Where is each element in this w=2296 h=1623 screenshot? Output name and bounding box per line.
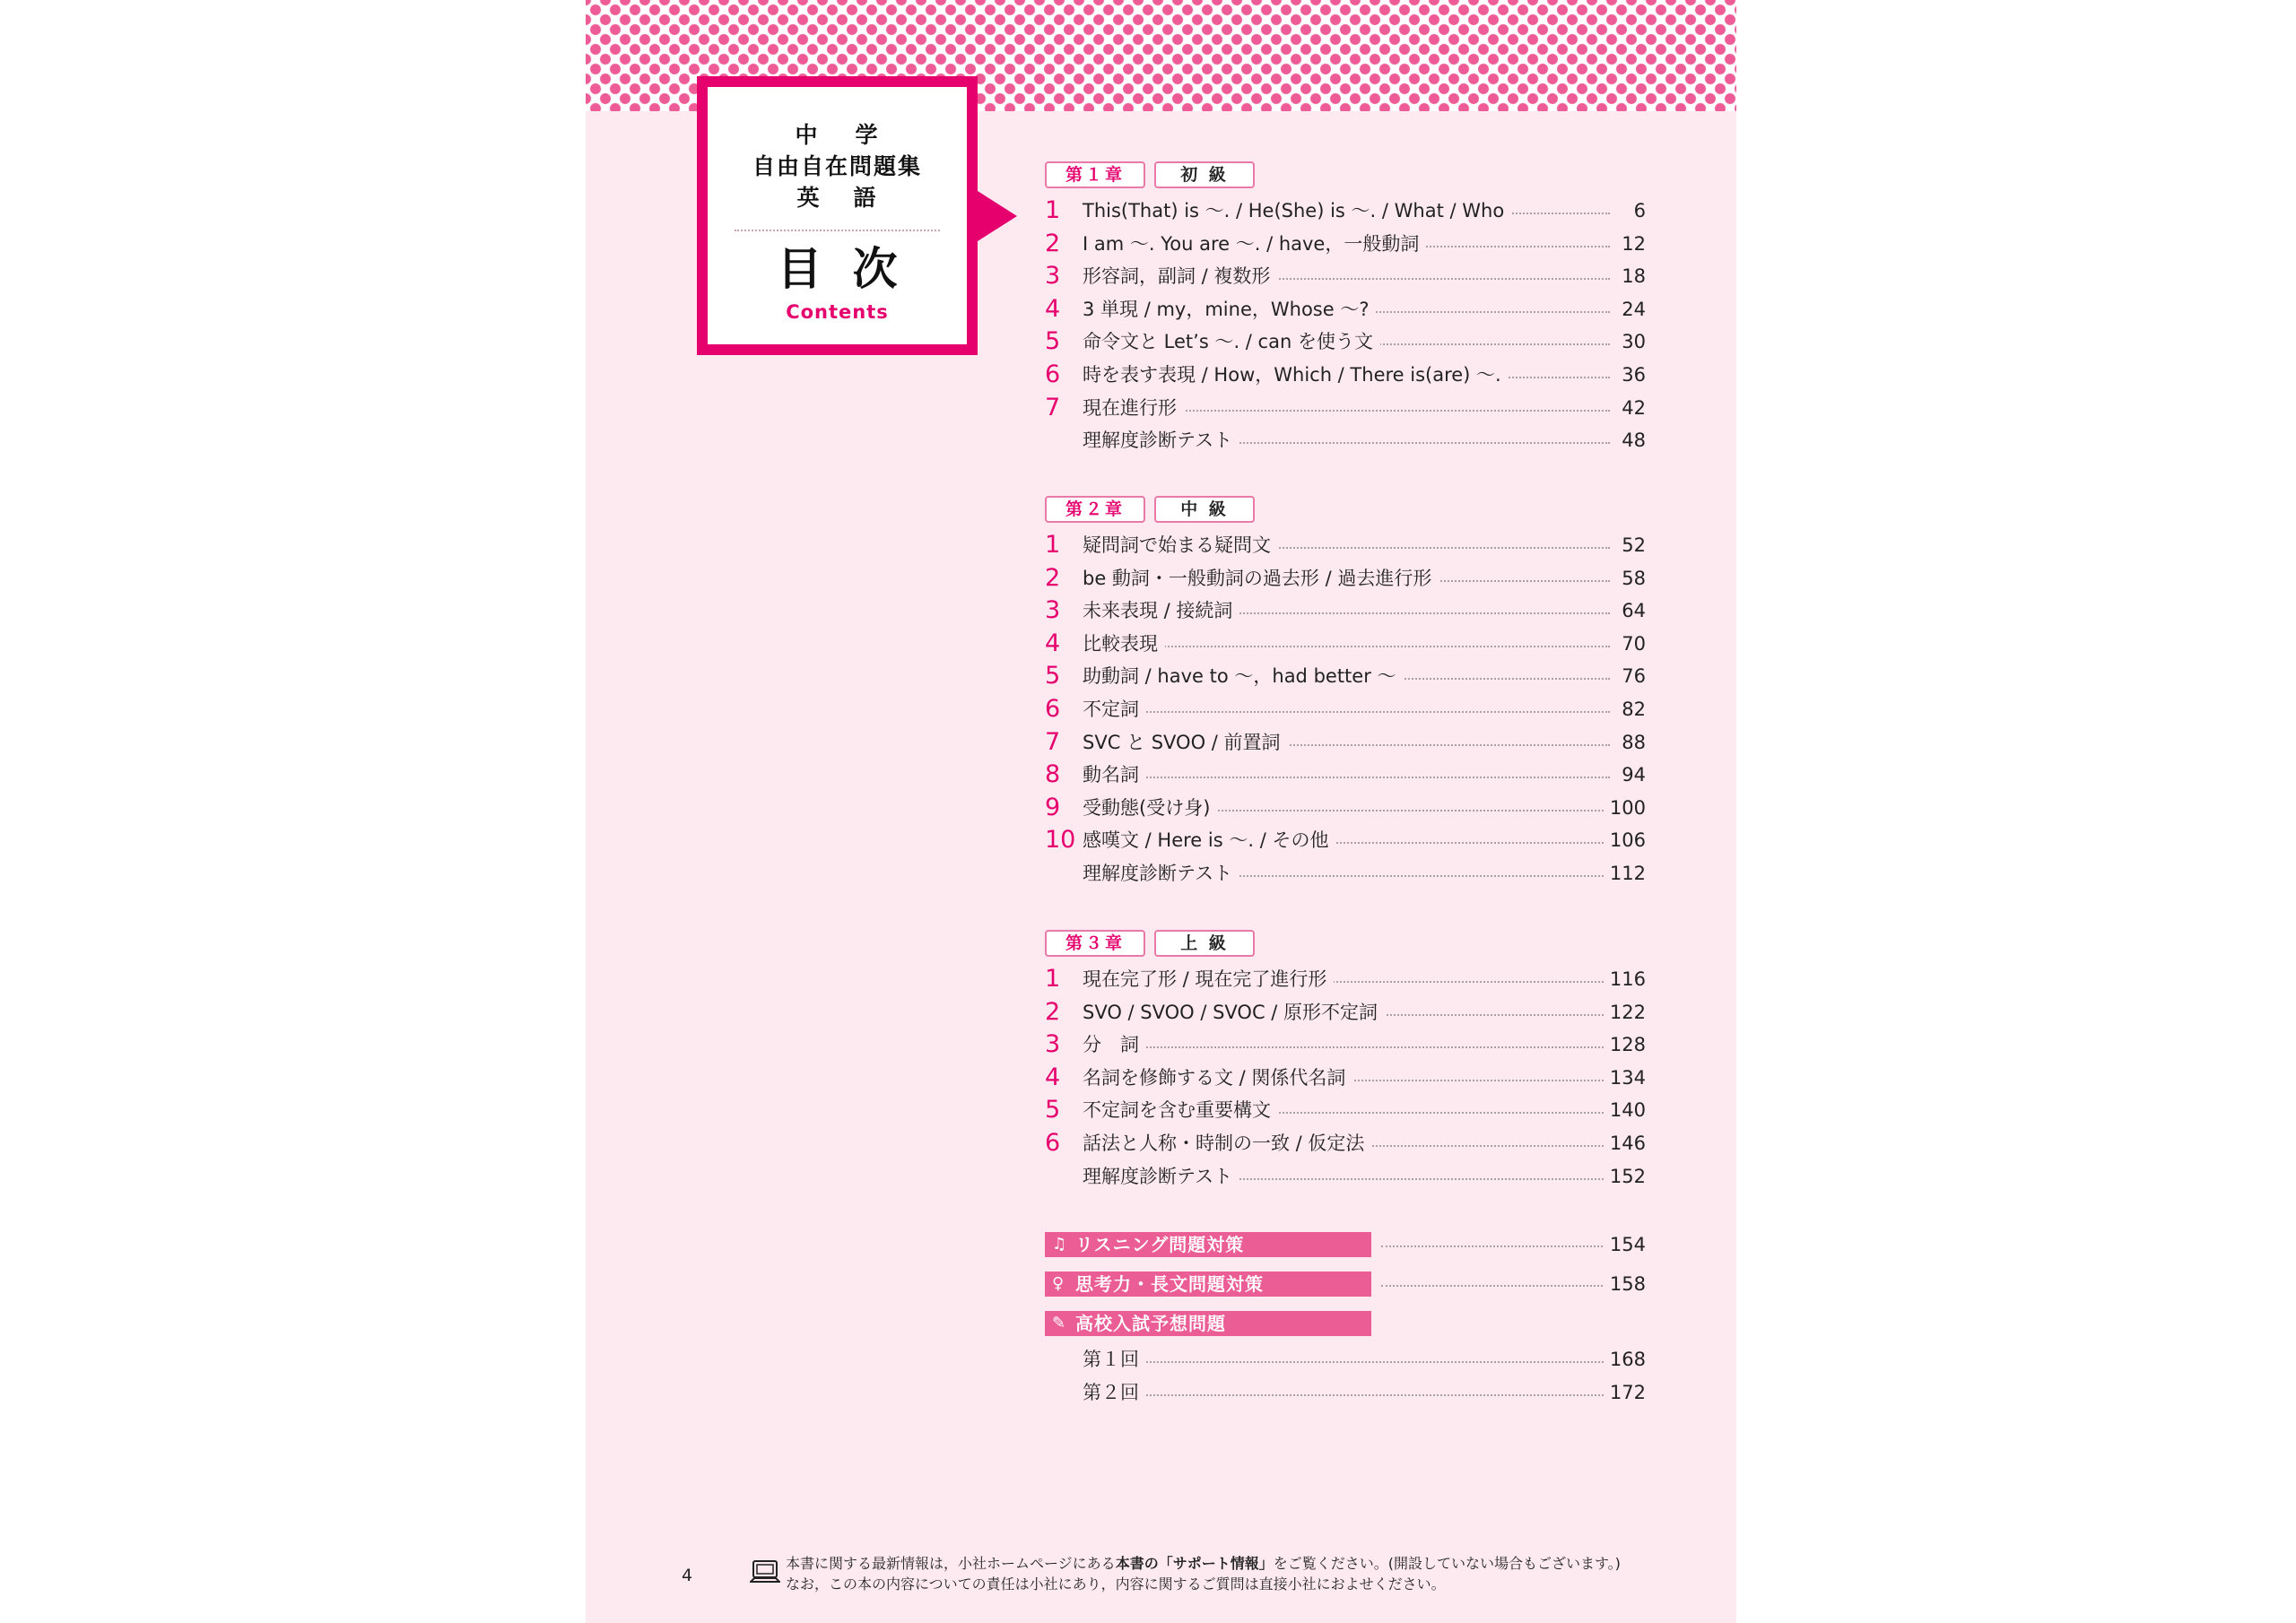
toc-entry[interactable]: [1045, 793, 1646, 823]
entry-page: 128: [1605, 1029, 1646, 1060]
page-title: 目次: [777, 243, 928, 295]
exam-entry[interactable]: [1045, 1377, 1646, 1408]
page-number: 4: [682, 1566, 693, 1585]
entry-page: 88: [1616, 727, 1646, 758]
toc-entry[interactable]: [1045, 825, 1646, 855]
entry-number: 4: [1045, 294, 1061, 323]
entry-number: 6: [1045, 1129, 1061, 1157]
toc-entry[interactable]: [1045, 425, 1646, 456]
title-box: [697, 76, 978, 355]
toc-entry[interactable]: [1045, 727, 1646, 758]
toc-entry[interactable]: [1045, 261, 1646, 291]
entry-number: 1: [1045, 196, 1061, 224]
entry-title: 比較表現: [1083, 629, 1165, 659]
chapter-number: 第２章: [1045, 496, 1145, 523]
title-series: 自由自在問題集: [752, 153, 922, 179]
entry-title: 時を表す表現 / How，Which / There is(are) 〜.: [1083, 360, 1509, 390]
entry-title: 理解度診断テスト: [1083, 858, 1239, 889]
entry-title: 第２回: [1083, 1377, 1146, 1408]
toc-entry[interactable]: [1045, 661, 1646, 691]
special-section[interactable]: [1045, 1271, 1646, 1298]
toc-entry[interactable]: [1045, 530, 1646, 560]
entry-page: 42: [1616, 393, 1646, 423]
leader-dots: [1083, 777, 1610, 778]
page-subtitle: Contents: [786, 301, 889, 323]
entry-page: 106: [1605, 825, 1646, 855]
title-divider: [735, 230, 940, 231]
toc-entry[interactable]: [1045, 964, 1646, 994]
entry-title: 動名詞: [1083, 759, 1146, 790]
toc-entry[interactable]: [1045, 229, 1646, 259]
title-arrow-icon: [978, 191, 1017, 241]
entry-title: 受動態(受け身): [1083, 793, 1217, 823]
chapter-number: 第１章: [1045, 161, 1145, 188]
section-bar: [1045, 1311, 1371, 1336]
entry-title: 話法と人称・時制の一致 / 仮定法: [1083, 1128, 1371, 1159]
entry-page: 100: [1605, 793, 1646, 823]
entry-number: 2: [1045, 229, 1061, 257]
entry-title: 第１回: [1083, 1344, 1146, 1375]
toc-entry[interactable]: [1045, 563, 1646, 594]
entry-title: 感嘆文 / Here is 〜. / その他: [1083, 825, 1335, 855]
entry-title: 不定詞: [1083, 694, 1146, 725]
entry-page: 168: [1605, 1344, 1646, 1375]
entry-title: 助動詞 / have to 〜，had better 〜: [1083, 661, 1404, 691]
chapter-level: 中 級: [1154, 496, 1255, 523]
section-bar: [1045, 1271, 1371, 1297]
entry-page: 36: [1616, 360, 1646, 390]
entry-number: 1: [1045, 531, 1061, 559]
entry-number: 3: [1045, 1030, 1061, 1059]
entry-page: 152: [1605, 1161, 1646, 1192]
entry-number: 4: [1045, 1063, 1061, 1091]
entry-number: 7: [1045, 727, 1061, 756]
toc-entry[interactable]: [1045, 1128, 1646, 1159]
entry-number: 6: [1045, 695, 1061, 723]
entry-number: 1: [1045, 965, 1061, 993]
entry-page: 122: [1605, 997, 1646, 1028]
entry-page: 112: [1605, 858, 1646, 889]
entry-title: This(That) is 〜. / He(She) is 〜. / What / Who: [1083, 195, 1511, 226]
entry-title: 理解度診断テスト: [1083, 1161, 1239, 1192]
entry-page: 24: [1616, 294, 1646, 325]
computer-icon: [750, 1558, 780, 1585]
entry-number: 9: [1045, 793, 1061, 821]
entry-page: 158: [1605, 1269, 1646, 1299]
toc-entry[interactable]: [1045, 294, 1646, 325]
leader-dots: [1083, 1046, 1610, 1048]
toc-entry[interactable]: [1045, 595, 1646, 626]
toc-entry[interactable]: [1045, 326, 1646, 357]
entry-title: 命令文と Let’s 〜. / can を使う文: [1083, 326, 1380, 357]
leader-dots: [1381, 1245, 1610, 1247]
entry-title: 分 詞: [1083, 1029, 1146, 1060]
headphones-icon: ♫: [1052, 1235, 1068, 1254]
entry-page: 64: [1616, 595, 1646, 626]
entry-number: 5: [1045, 327, 1061, 356]
entry-number: 10: [1045, 826, 1076, 855]
entry-number: 3: [1045, 262, 1061, 291]
section-title: リスニング問題対策: [1075, 1234, 1245, 1255]
entry-title: 未来表現 / 接続詞: [1083, 595, 1239, 626]
support-info-link: 本書の「サポート情報」: [1115, 1555, 1274, 1572]
toc-entry[interactable]: [1045, 997, 1646, 1028]
toc-entry[interactable]: [1045, 393, 1646, 423]
toc-entry[interactable]: [1045, 629, 1646, 659]
entry-number: 5: [1045, 1096, 1061, 1124]
entry-number: 7: [1045, 393, 1061, 421]
entry-page: 30: [1616, 326, 1646, 357]
entry-title: 疑問詞で始まる疑問文: [1083, 530, 1278, 560]
entry-page: 82: [1616, 694, 1646, 725]
entry-page: 116: [1605, 964, 1646, 994]
toc-entry[interactable]: [1045, 195, 1646, 226]
title-school: 中 学: [795, 122, 880, 148]
section-title: 思考力・長文問題対策: [1075, 1273, 1264, 1295]
entry-page: 76: [1616, 661, 1646, 691]
entry-title: be 動詞・一般動詞の過去形 / 過去進行形: [1083, 563, 1439, 594]
entry-page: 134: [1605, 1063, 1646, 1093]
entry-title: 名詞を修飾する文 / 関係代名詞: [1083, 1063, 1352, 1093]
entry-page: 94: [1616, 759, 1646, 790]
entry-title: 現在進行形: [1083, 393, 1184, 423]
toc-entry[interactable]: [1045, 360, 1646, 390]
support-note: 本書に関する最新情報は，小社ホームページにある本書の「サポート情報」をご覧ください。(開設していない場合もございます。) なお，この本の内容についての責任は小社にあり，内容に関するご質問は直接小社におよせください。: [786, 1555, 1621, 1593]
entry-number: 4: [1045, 629, 1061, 657]
title-subject: 英 語: [796, 185, 878, 211]
entry-page: 6: [1629, 195, 1646, 226]
toc-entry[interactable]: [1045, 759, 1646, 790]
entry-title: 現在完了形 / 現在完了進行形: [1083, 964, 1334, 994]
entry-page: 140: [1605, 1095, 1646, 1125]
entry-page: 172: [1605, 1377, 1646, 1408]
entry-title: 理解度診断テスト: [1083, 425, 1239, 456]
entry-page: 58: [1616, 563, 1646, 594]
leader-dots: [1083, 711, 1610, 713]
pencil-icon: ✎: [1052, 1314, 1067, 1332]
entry-number: 5: [1045, 662, 1061, 690]
toc-entry[interactable]: [1045, 1029, 1646, 1060]
leader-dots: [1083, 1394, 1610, 1396]
special-section[interactable]: [1045, 1311, 1646, 1338]
entry-page: 52: [1616, 530, 1646, 560]
leader-dots: [1083, 1361, 1610, 1363]
section-bar: [1045, 1232, 1371, 1257]
toc-entry[interactable]: [1045, 858, 1646, 889]
entry-number: 2: [1045, 997, 1061, 1026]
entry-page: 146: [1605, 1128, 1646, 1159]
entry-title: I am 〜. You are 〜. / have，一般動詞: [1083, 229, 1426, 259]
entry-number: 2: [1045, 563, 1061, 592]
section-title: 高校入試予想問題: [1075, 1313, 1226, 1334]
chapter-number: 第３章: [1045, 930, 1145, 957]
entry-title: SVC と SVOO / 前置詞: [1083, 727, 1288, 758]
special-section[interactable]: [1045, 1232, 1646, 1259]
toc-entry[interactable]: [1045, 1063, 1646, 1093]
toc-entry[interactable]: [1045, 1161, 1646, 1192]
entry-number: 3: [1045, 596, 1061, 625]
entry-page: 48: [1616, 425, 1646, 456]
entry-page: 154: [1605, 1229, 1646, 1260]
entry-title: 形容詞，副詞 / 複数形: [1083, 261, 1277, 291]
entry-page: 70: [1616, 629, 1646, 659]
entry-title: 3 単現 / my，mine，Whose 〜?: [1083, 294, 1376, 325]
entry-number: 6: [1045, 360, 1061, 388]
exam-entry[interactable]: [1045, 1344, 1646, 1375]
chapter-level: 上 級: [1154, 930, 1255, 957]
entry-page: 12: [1616, 229, 1646, 259]
leader-dots: [1381, 1285, 1610, 1287]
entry-title: SVO / SVOO / SVOC / 原形不定詞: [1083, 997, 1385, 1028]
entry-number: 8: [1045, 760, 1061, 789]
entry-title: 不定詞を含む重要構文: [1083, 1095, 1278, 1125]
toc-entry[interactable]: [1045, 1095, 1646, 1125]
entry-page: 18: [1616, 261, 1646, 291]
lightbulb-icon: ♀: [1052, 1274, 1065, 1293]
toc-entry[interactable]: [1045, 694, 1646, 725]
chapter-level: 初 級: [1154, 161, 1255, 188]
